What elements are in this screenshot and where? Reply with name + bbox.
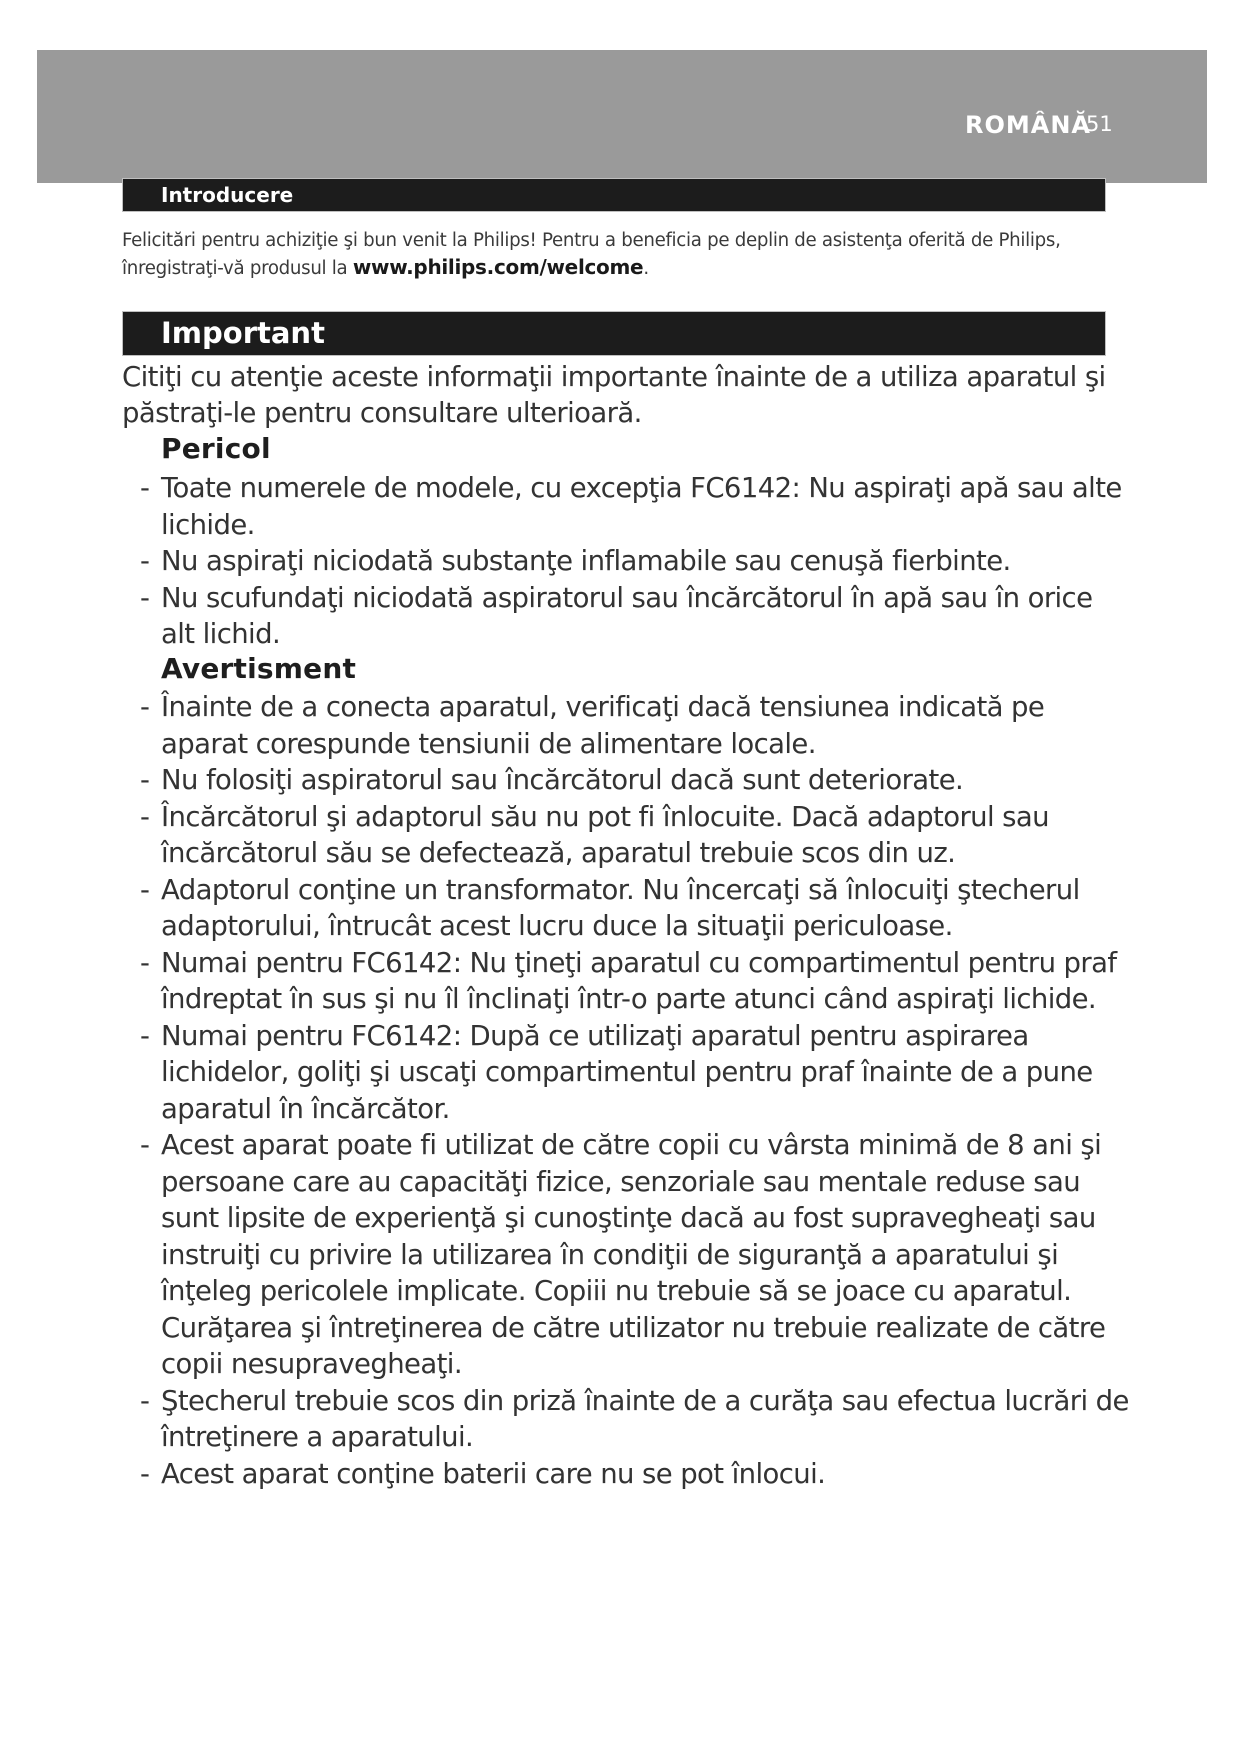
intro-text: Felicitări pentru achiziţie şi bun venit la Philips! Pentru a beneficia pe deplin de asistenţa oferită de Philips, înregistraţi-vă produsul la [122, 230, 1061, 279]
important-lead: Citiţi cu atenţie aceste informaţii importante înainte de a utiliza aparatul şi păstraţi-le pentru consultare ulterioară. [122, 361, 1106, 429]
header-language: ROMÂNĂ [965, 111, 1091, 139]
list-item: - Nu aspiraţi niciodată substanţe inflamabile sau cenuşă fierbinte. [140, 543, 1130, 580]
intro-heading-bar [122, 178, 1106, 212]
important-heading: Important [161, 316, 325, 350]
list-item: - Acest aparat conţine baterii care nu se pot înlocui. [140, 1456, 1130, 1493]
intro-heading: Introducere [161, 183, 294, 207]
list-item: - Toate numerele de modele, cu excepţia FC6142: Nu aspiraţi apă sau alte lichide. [140, 470, 1130, 543]
list-item: - Ştecherul trebuie scos din priză înainte de a curăţa sau efectua lucrări de întreţinere a aparatului. [140, 1383, 1130, 1456]
list-item: - Numai pentru FC6142: Nu ţineţi aparatul cu compartimentul pentru praf îndreptat în sus şi nu îl înclinaţi într-o parte atunci când aspiraţi lichide. [140, 945, 1130, 1018]
page-number: 51 [1086, 112, 1113, 136]
welcome-link[interactable]: www.philips.com/welcome [352, 255, 644, 279]
warning-list [140, 689, 1130, 1492]
list-item: - Înainte de a conecta aparatul, verificaţi dacă tensiunea indicată pe aparat corespunde tensiunii de alimentare locale. [140, 689, 1130, 762]
intro-text-end: . [643, 258, 649, 279]
warning-heading: Avertisment [161, 652, 357, 685]
list-item: - Adaptorul conţine un transformator. Nu încercaţi să înlocuiţi ştecherul adaptorului, întrucât acest lucru duce la situaţii periculoase. [140, 872, 1130, 945]
danger-heading: Pericol [161, 432, 271, 465]
list-item: - Acest aparat poate fi utilizat de către copii cu vârsta minimă de 8 ani şi persoane care au capacităţi fizice, senzoriale sau mentale reduse sau sunt lipsite de experienţă şi cunoştinţe dacă au fost supravegheaţi sau instruiţi cu privire la utilizarea în condiţii de siguranţă a aparatului şi înţeleg pericolele implicate. Copiii nu trebuie să se joace cu aparatul. Curăţarea şi întreţinerea de către utilizator nu trebuie realizate de către copii nesupravegheaţi. [140, 1127, 1130, 1383]
intro-paragraph [122, 227, 1112, 282]
important-heading-bar [122, 311, 1106, 356]
list-item: - Încărcătorul şi adaptorul său nu pot fi înlocuite. Dacă adaptorul sau încărcătorul său se defectează, aparatul trebuie scos din uz. [140, 799, 1130, 872]
list-item: - Nu folosiţi aspiratorul sau încărcătorul dacă sunt deteriorate. [140, 762, 1130, 799]
list-item: - Nu scufundaţi niciodată aspiratorul sau încărcătorul în apă sau în orice alt lichid. [140, 580, 1130, 653]
danger-list [140, 470, 1130, 653]
list-item: - Numai pentru FC6142: După ce utilizaţi aparatul pentru aspirarea lichidelor, goliţi şi uscaţi compartimentul pentru praf înainte de a pune aparatul în încărcător. [140, 1018, 1130, 1128]
